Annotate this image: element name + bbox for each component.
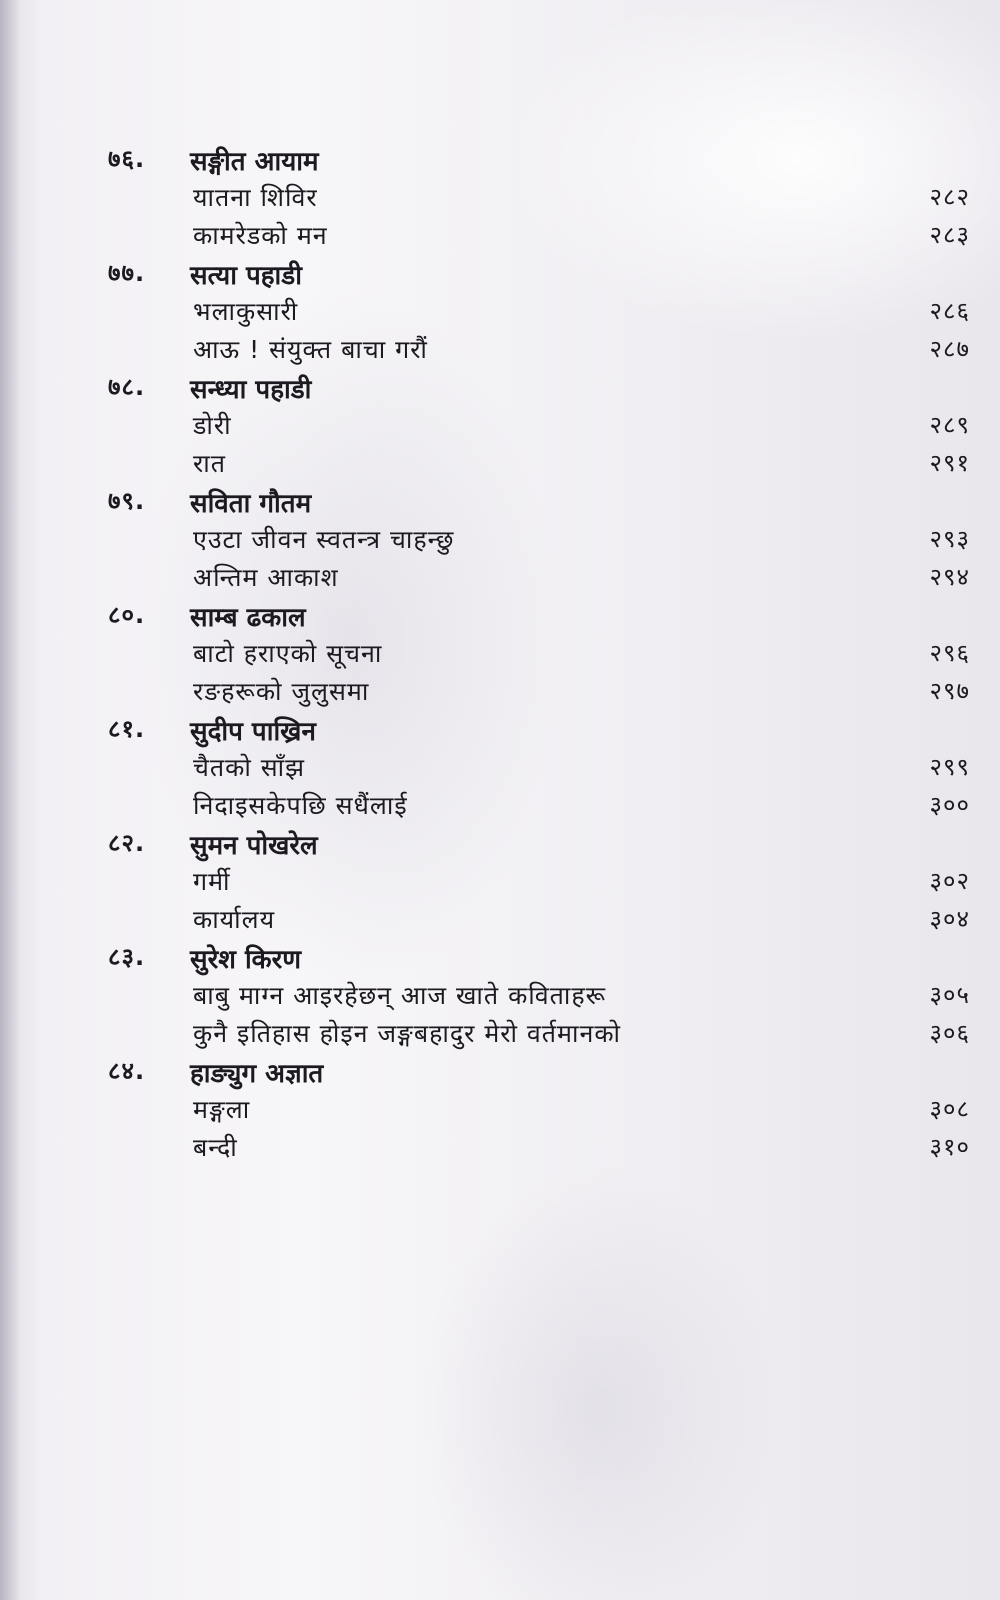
- author-name: सन्ध्या पहाडी: [190, 375, 312, 405]
- poem-title: मङ्गला: [193, 1095, 251, 1124]
- toc-entry: [0, 332, 1000, 370]
- toc-entry: [0, 864, 1000, 902]
- author-number: ७६.: [108, 145, 146, 173]
- poem-title: कार्यालय: [193, 905, 276, 934]
- author-heading: [0, 712, 1000, 752]
- poem-title: डोरी: [193, 411, 232, 440]
- page-number: ३०४: [929, 905, 970, 933]
- author-name: सङ्गीत आयाम: [190, 147, 319, 177]
- page-number: २८६: [929, 297, 970, 325]
- toc-entry: [0, 522, 1000, 560]
- author-name: सत्या पहाडी: [190, 261, 302, 291]
- page-number: २९९: [929, 753, 970, 781]
- page-number: २८२: [929, 183, 970, 211]
- author-name: हाङ्युग अज्ञात: [190, 1059, 324, 1089]
- toc-entry: [0, 1092, 1000, 1130]
- toc-entry: [0, 902, 1000, 940]
- page-number: २९६: [929, 639, 970, 667]
- page-number: ३०५: [929, 981, 970, 1009]
- author-name: साम्ब ढकाल: [190, 603, 306, 633]
- author-name: सविता गौतम: [190, 489, 312, 519]
- page-number: २८७: [929, 335, 970, 363]
- author-heading: [0, 598, 1000, 638]
- poem-title: आऊ ! संयुक्त बाचा गरौं: [193, 335, 428, 364]
- toc-entry: [0, 674, 1000, 712]
- toc-entry: [0, 750, 1000, 788]
- author-number: ७७.: [108, 259, 146, 287]
- author-heading: [0, 940, 1000, 980]
- poem-title: रङहरूको जुलुसमा: [193, 677, 370, 706]
- author-number: ८०.: [108, 601, 146, 629]
- author-heading: [0, 370, 1000, 410]
- author-heading: [0, 484, 1000, 524]
- poem-title: चैतको साँझ: [193, 753, 306, 782]
- author-number: ८१.: [108, 715, 146, 743]
- author-number: ७९.: [108, 487, 146, 515]
- page-number: ३०८: [929, 1095, 970, 1123]
- poem-title: बाबु माग्न आइरहेछन् आज खाते कविताहरू: [193, 981, 607, 1010]
- author-heading: [0, 256, 1000, 296]
- poem-title: बन्दी: [193, 1133, 238, 1162]
- toc-entry: [0, 294, 1000, 332]
- toc-entry: [0, 180, 1000, 218]
- toc-entry: [0, 446, 1000, 484]
- poem-title: कुनै इतिहास होइन जङ्गबहादुर मेरो वर्तमानको: [193, 1019, 622, 1048]
- poem-title: गर्मी: [193, 867, 231, 896]
- page-number: २९१: [929, 449, 970, 477]
- author-heading: [0, 142, 1000, 182]
- poem-title: भलाकुसारी: [193, 297, 299, 326]
- toc-entry: [0, 408, 1000, 446]
- poem-title: कामरेडको मन: [193, 221, 328, 250]
- author-number: ८३.: [108, 943, 146, 971]
- page-number: ३१०: [929, 1133, 970, 1161]
- toc-entry: [0, 788, 1000, 826]
- author-heading: [0, 1054, 1000, 1094]
- page-number: २८३: [929, 221, 970, 249]
- poem-title: एउटा जीवन स्वतन्त्र चाहन्छु: [193, 525, 455, 554]
- author-number: ८४.: [108, 1057, 146, 1085]
- poem-title: निदाइसकेपछि सधैंलाई: [193, 791, 408, 820]
- toc-entry: [0, 1130, 1000, 1168]
- author-name: सुरेश किरण: [190, 945, 302, 975]
- page-number: ३०६: [929, 1019, 970, 1047]
- toc-entry: [0, 218, 1000, 256]
- toc-entry: [0, 978, 1000, 1016]
- poem-title: यातना शिविर: [193, 183, 318, 212]
- author-heading: [0, 826, 1000, 866]
- author-name: सुदीप पाख्रिन: [190, 717, 316, 747]
- page-number: ३००: [929, 791, 970, 819]
- poem-title: बाटो हराएको सूचना: [193, 639, 383, 668]
- author-number: ७८.: [108, 373, 146, 401]
- author-name: सुमन पोखरेल: [190, 831, 318, 861]
- toc-entry: [0, 1016, 1000, 1054]
- page-number: २९४: [929, 563, 970, 591]
- page-number: ३०२: [929, 867, 970, 895]
- toc-entry: [0, 636, 1000, 674]
- page-number: २८९: [929, 411, 970, 439]
- page-number: २९३: [929, 525, 970, 553]
- author-number: ८२.: [108, 829, 146, 857]
- poem-title: अन्तिम आकाश: [193, 563, 339, 592]
- poem-title: रात: [193, 449, 226, 478]
- toc-entry: [0, 560, 1000, 598]
- page-number: २९७: [929, 677, 970, 705]
